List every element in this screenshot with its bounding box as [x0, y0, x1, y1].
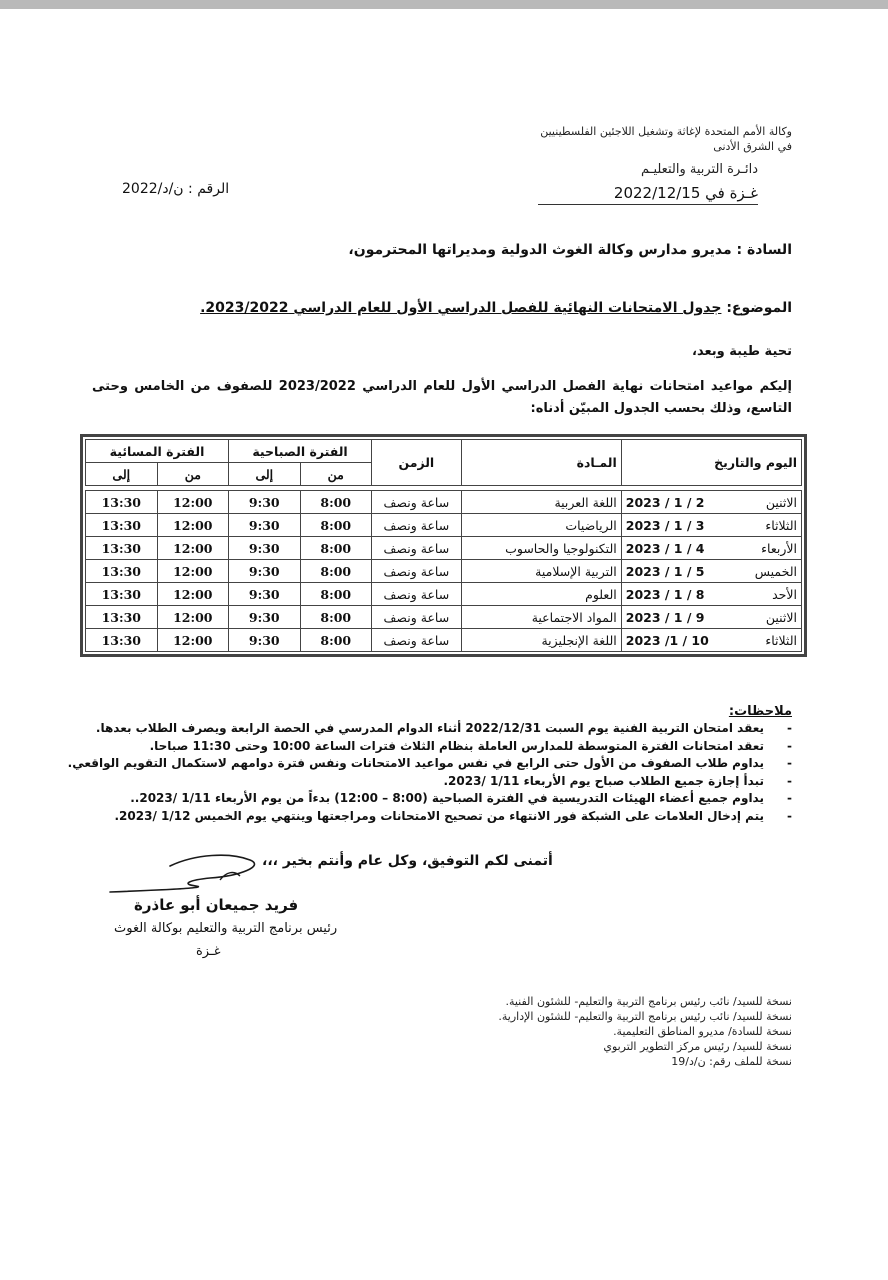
note-item: - يداوم طلاب الصفوف من الأول حتى الرابع في نفس مواعيد الامتحانات ونفس فترة دوامهم لاستكمال التقويم الواقعي.: [102, 755, 792, 773]
subject-line: [200, 300, 792, 316]
exam-date: 2023 / 1 / 2: [625, 494, 705, 510]
notes-title: ملاحظات:: [728, 704, 792, 719]
note-item: - تبدأ إجازة جميع الطلاب صباح يوم الأربعاء 1/11 /2023.: [102, 773, 792, 791]
org-line-1: وكالة الأمم المتحدة لإغاثة وتشغيل اللاجئين الفلسطينيين: [540, 125, 792, 138]
day-date-cell: [621, 514, 801, 537]
duration-cell: ساعة ونصف: [372, 514, 462, 537]
evening-from-cell: 12:00: [157, 537, 228, 560]
duration-cell: ساعة ونصف: [372, 560, 462, 583]
copy-line: نسخة للسادة/ مديرو المناطق التعليمية.: [613, 1025, 792, 1038]
morning-to-cell: 9:30: [229, 606, 300, 629]
day-date-cell: [621, 606, 801, 629]
subject-cell: اللغة العربية: [461, 491, 621, 514]
day-date-cell: [621, 583, 801, 606]
subject-label: الموضوع:: [726, 300, 792, 316]
letter-date: 2022/12/15: [613, 184, 701, 202]
morning-to-cell: 9:30: [229, 537, 300, 560]
subject-cell: العلوم: [461, 583, 621, 606]
addressee-text: : مديرو مدارس وكالة الغوث الدولية ومديراتها المحترمون،: [348, 242, 743, 258]
intro-paragraph: إليكم مواعيد امتحانات نهاية الفصل الدراسي الأول للعام الدراسي 2023/2022 للصفوف من الخامس وحتى التاسع، وذلك بحسب الجدول المبيّن أدناه:: [92, 379, 792, 416]
header-morning: الفترة الصباحية: [229, 440, 372, 463]
city-date-line: [538, 184, 758, 205]
schedule-row: [86, 491, 802, 514]
exam-date: 2023 / 1 / 8: [625, 586, 705, 602]
evening-from-cell: 12:00: [157, 560, 228, 583]
copies-list: [498, 994, 792, 1069]
morning-to-cell: 9:30: [229, 629, 300, 652]
header-subject: المـادة: [461, 440, 621, 486]
top-edge-bar: [0, 0, 888, 9]
morning-from-cell: 8:00: [300, 583, 371, 606]
duration-cell: ساعة ونصف: [372, 537, 462, 560]
note-item: - يداوم جميع أعضاء الهيئات التدريسية في الفترة الصباحية (8:00 – 12:00) بدءاً من يوم الأربعاء 1/11 /2023..: [102, 790, 792, 808]
schedule-row: [86, 629, 802, 652]
closing-line: أتمنى لكم التوفيق، وكل عام وأنتم بخير ،،،: [262, 853, 553, 869]
schedule-row: [86, 583, 802, 606]
exam-date: 2023 / 1 / 3: [625, 517, 705, 533]
handwritten-signature: [100, 850, 280, 900]
copy-line: نسخة للسيد/ رئيس مركز التطوير التربوي: [603, 1040, 792, 1053]
header-evening: الفترة المسائية: [86, 440, 229, 463]
department-name: دائـرة التربية والتعليـم: [641, 162, 758, 177]
evening-to-cell: 13:30: [86, 537, 158, 560]
header-day-date: اليوم والتاريخ: [621, 440, 801, 486]
copy-line: نسخة للسيد/ نائب رئيس برنامج التربية والتعليم- للشئون الفنية.: [505, 995, 792, 1008]
day-name: الثلاثاء: [765, 632, 797, 648]
morning-to-cell: 9:30: [229, 491, 300, 514]
morning-to-cell: 9:30: [229, 560, 300, 583]
header-evening-from: من: [157, 463, 228, 486]
evening-from-cell: 12:00: [157, 491, 228, 514]
subject-cell: التربية الإسلامية: [461, 560, 621, 583]
subject-cell: اللغة الإنجليزية: [461, 629, 621, 652]
notes-list: [67, 720, 792, 825]
day-name: الاثنين: [765, 494, 797, 510]
header-evening-to: إلى: [86, 463, 158, 486]
schedule-row: [86, 537, 802, 560]
day-name: الأربعاء: [761, 540, 797, 556]
exam-date: 2023 / 1 / 5: [625, 563, 705, 579]
evening-from-cell: 12:00: [157, 629, 228, 652]
schedule-row: [86, 606, 802, 629]
duration-cell: ساعة ونصف: [372, 606, 462, 629]
day-name: الأحد: [772, 586, 797, 602]
day-name: الخميس: [754, 563, 797, 579]
day-name: الاثنين: [765, 609, 797, 625]
morning-from-cell: 8:00: [300, 537, 371, 560]
greeting: تحية طيبة وبعد،: [692, 344, 792, 359]
copy-line: نسخة للملف رقم: ن/د/19: [671, 1055, 792, 1068]
day-date-cell: [621, 491, 801, 514]
evening-to-cell: 13:30: [86, 514, 158, 537]
header-morning-from: من: [300, 463, 371, 486]
subject-cell: الرياضيات: [461, 514, 621, 537]
exam-date: 2023 / 1 / 4: [625, 540, 705, 556]
evening-to-cell: 13:30: [86, 629, 158, 652]
day-name: الثلاثاء: [765, 517, 797, 533]
duration-cell: ساعة ونصف: [372, 491, 462, 514]
header-duration: الزمن: [372, 440, 462, 486]
day-date-cell: [621, 629, 801, 652]
day-date-cell: [621, 537, 801, 560]
exam-schedule-table: [80, 434, 807, 657]
copy-line: نسخة للسيد/ نائب رئيس برنامج التربية والتعليم- للشئون الإدارية.: [498, 1010, 792, 1023]
evening-to-cell: 13:30: [86, 583, 158, 606]
evening-from-cell: 12:00: [157, 583, 228, 606]
schedule-row: [86, 514, 802, 537]
reference-number: الرقم : ن/د/2022: [122, 181, 230, 197]
morning-from-cell: 8:00: [300, 560, 371, 583]
morning-from-cell: 8:00: [300, 606, 371, 629]
morning-to-cell: 9:30: [229, 583, 300, 606]
note-item: - يعقد امتحان التربية الفنية يوم السبت 2022/12/31 أثناء الدوام المدرسي في الحصة الرابعة ويصرف الطلاب بعدها.: [102, 720, 792, 738]
schedule-table: [85, 439, 802, 652]
evening-from-cell: 12:00: [157, 514, 228, 537]
schedule-row: [86, 560, 802, 583]
schedule-rows: [86, 491, 802, 652]
morning-from-cell: 8:00: [300, 514, 371, 537]
subject-text: جدول الامتحانات النهائية للفصل الدراسي الأول للعام الدراسي 2023/2022.: [200, 300, 722, 316]
evening-to-cell: 13:30: [86, 560, 158, 583]
evening-to-cell: 13:30: [86, 606, 158, 629]
organization-name: [540, 124, 792, 154]
addressee: [348, 242, 792, 258]
evening-to-cell: 13:30: [86, 491, 158, 514]
duration-cell: ساعة ونصف: [372, 629, 462, 652]
day-date-cell: [621, 560, 801, 583]
city-date-label: غـزة في: [705, 184, 758, 202]
exam-date: 2023 / 1 / 9: [625, 609, 705, 625]
org-line-2: في الشرق الأدنى: [713, 140, 792, 153]
signer-name: فريد جميعان أبو عاذرة: [134, 896, 299, 914]
morning-to-cell: 9:30: [229, 514, 300, 537]
signer-city: غـزة: [196, 944, 221, 959]
morning-from-cell: 8:00: [300, 491, 371, 514]
exam-date: 2023 /1 / 10: [625, 632, 709, 648]
signer-title: رئيس برنامج التربية والتعليم بوكالة الغوث: [114, 921, 338, 936]
note-item: - يتم إدخال العلامات على الشبكة فور الانتهاء من تصحيح الامتحانات ومراجعتها وينتهي يوم الخميس 1/12 /2023.: [102, 808, 792, 826]
subject-cell: المواد الاجتماعية: [461, 606, 621, 629]
duration-cell: ساعة ونصف: [372, 583, 462, 606]
subject-cell: التكنولوجيا والحاسوب: [461, 537, 621, 560]
morning-from-cell: 8:00: [300, 629, 371, 652]
evening-from-cell: 12:00: [157, 606, 228, 629]
addressee-prefix: السادة: [746, 242, 792, 258]
header-morning-to: إلى: [229, 463, 300, 486]
note-item: - تعقد امتحانات الفترة المتوسطة للمدارس العاملة بنظام الثلاث فترات الساعة 10:00 وحتى 11:30 صباحا.: [102, 738, 792, 756]
